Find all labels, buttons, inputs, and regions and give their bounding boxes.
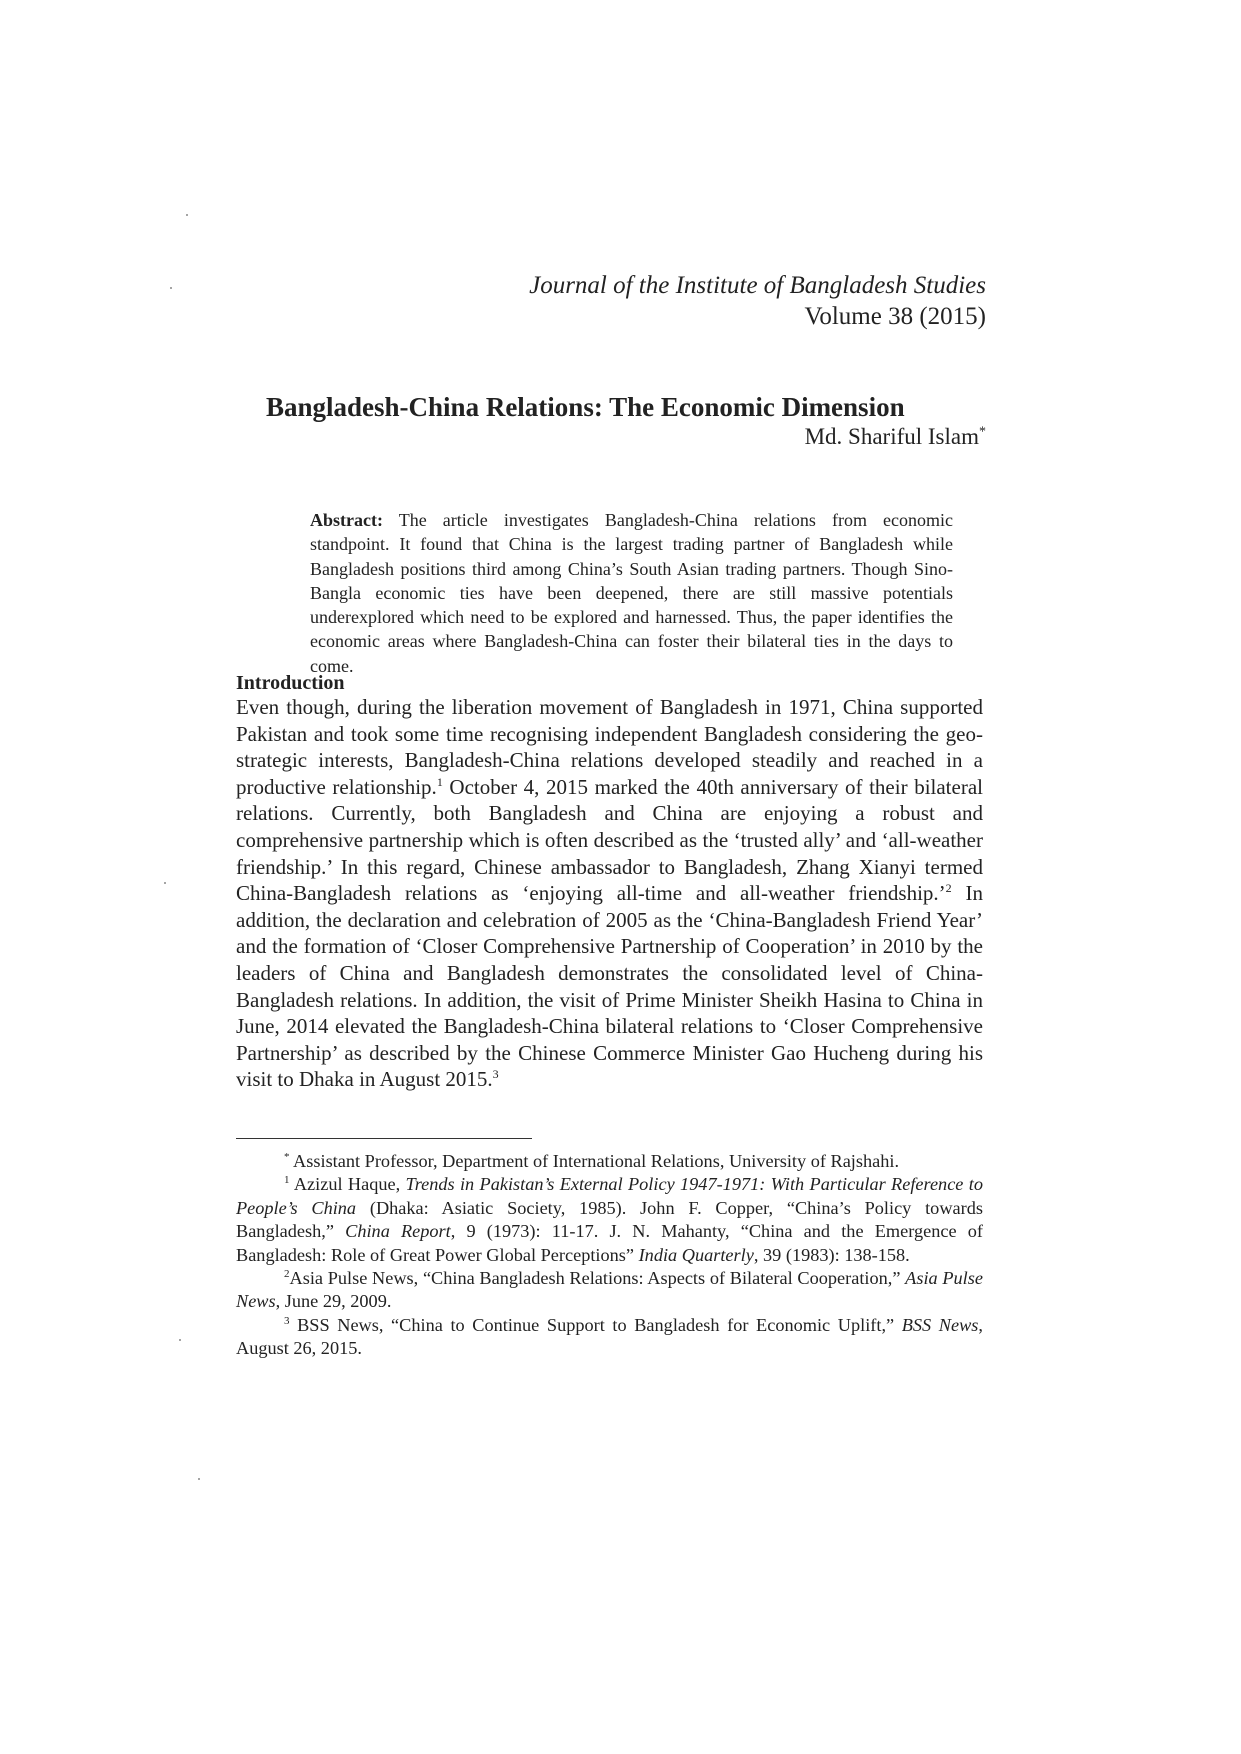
footnote-3-text-a: BSS News, “China to Continue Support to Bangladesh for Economic Uplift,” bbox=[289, 1314, 902, 1335]
footnote-ref-3: 3 bbox=[492, 1067, 499, 1082]
journal-header bbox=[529, 270, 986, 332]
footnote-divider bbox=[236, 1138, 532, 1139]
author-footnote-mark: * bbox=[979, 424, 986, 440]
scan-speck bbox=[186, 214, 188, 216]
footnote-2 bbox=[236, 1267, 983, 1314]
footnote-3-source: BSS News bbox=[901, 1314, 979, 1335]
footnote-ref-1: 1 bbox=[436, 774, 443, 789]
author-name: Md. Shariful Islam bbox=[804, 424, 979, 449]
footnote-1-text-e: , 9 (1973): 11-17. J. N. Mahanty, “China and the Emergence of Bangladesh: Role of Great Power Global Perceptions” bbox=[236, 1221, 983, 1265]
footnote-author-text: Assistant Professor, Department of International Relations, University of Rajshahi. bbox=[289, 1151, 900, 1171]
scan-speck bbox=[179, 1339, 181, 1341]
section-heading-introduction: Introduction bbox=[236, 672, 345, 694]
abstract-text: The article investigates Bangladesh-China relations from economic standpoint. It found that China is the largest trading partner of Bangladesh while Bangladesh positions third among China’s South Asian trading partners. Though Sino-Bangla economic ties have been deepened, there are still massive potentials underexplored which need to be explored and harnessed. Thus, the paper identifies the economic areas where Bangladesh-China can foster their bilateral ties in the days to come. bbox=[310, 510, 953, 676]
footnote-1-journal-1: China Report bbox=[345, 1221, 451, 1242]
abstract bbox=[310, 508, 953, 678]
footnote-mark-3: 3 bbox=[284, 1314, 290, 1327]
intro-text-2: October 4, 2015 marked the 40th anniversary of their bilateral relations. Currently, both Bangladesh and China are enjoying a robust and comprehensive partnership which is often described as the ‘trusted ally’ and ‘all-weather friendship.’ In this regard, Chinese ambassador to Bangladesh, Zhang Xianyi termed China-Bangladesh relations as ‘enjoying all-time and all-weather friendship.’ bbox=[236, 774, 983, 906]
article-author bbox=[805, 424, 986, 450]
scan-speck bbox=[170, 287, 172, 289]
scan-speck bbox=[198, 1478, 200, 1480]
journal-name: Journal of the Institute of Bangladesh Studies bbox=[529, 272, 986, 299]
journal-volume: Volume 38 (2015) bbox=[804, 303, 986, 330]
footnote-1-text-g: , 39 (1983): 138-158. bbox=[753, 1244, 910, 1265]
footnote-mark-1: 1 bbox=[284, 1174, 290, 1187]
intro-text-3: In addition, the declaration and celebration of 2005 as the ‘China-Bangladesh Friend Year’ and the formation of ‘Closer Comprehensive Partnership of Cooperation’ in 2010 by the leaders of China and Bangladesh demonstrates the consolidated level of China-Bangladesh relations. In addition, the visit of Prime Minister Sheikh Hasina to China in June, 2014 elevated the Bangladesh-China bilateral relations to ‘Closer Comprehensive Partnership’ as described by the Chinese Commerce Minister Gao Hucheng during his visit to Dhaka in August 2015. bbox=[236, 881, 983, 1092]
footnote-3 bbox=[236, 1314, 983, 1361]
footnote-1-journal-2: India Quarterly bbox=[638, 1244, 754, 1265]
abstract-label: Abstract: bbox=[310, 510, 383, 530]
footnote-mark-star: * bbox=[284, 1150, 290, 1163]
footnote-ref-2: 2 bbox=[945, 881, 952, 896]
footnote-mark-2: 2 bbox=[284, 1267, 290, 1280]
footnote-2-text-a: Asia Pulse News, “China Bangladesh Relations: Aspects of Bilateral Cooperation,” bbox=[289, 1268, 906, 1289]
footnote-1-text-a: Azizul Haque, bbox=[289, 1174, 406, 1195]
introduction-paragraph bbox=[236, 694, 983, 1093]
scan-speck bbox=[164, 882, 166, 884]
footnote-1 bbox=[236, 1173, 983, 1267]
footnote-3-text-c: , August 26, 2015. bbox=[236, 1314, 983, 1359]
footnote-2-text-c: , June 29, 2009. bbox=[275, 1291, 392, 1312]
article-title: Bangladesh-China Relations: The Economic Dimension bbox=[266, 392, 905, 422]
footnote-2-source: Asia Pulse News bbox=[236, 1268, 983, 1312]
footnotes bbox=[236, 1150, 983, 1361]
footnote-1-book-title: Trends in Pakistan’s External Policy 1947-1971: With Particular Reference to People’s China bbox=[236, 1174, 983, 1218]
intro-text-1: Even though, during the liberation movement of Bangladesh in 1971, China supported Pakistan and took some time recognising independent Bangladesh considering the geo-strategic interests, Bangladesh-China relations developed steadily and reached in a productive relationship. bbox=[236, 695, 983, 799]
footnote-1-text-c: (Dhaka: Asiatic Society, 1985). John F. Copper, “China’s Policy towards Bangladesh,” bbox=[236, 1197, 983, 1242]
footnote-author bbox=[236, 1150, 983, 1173]
